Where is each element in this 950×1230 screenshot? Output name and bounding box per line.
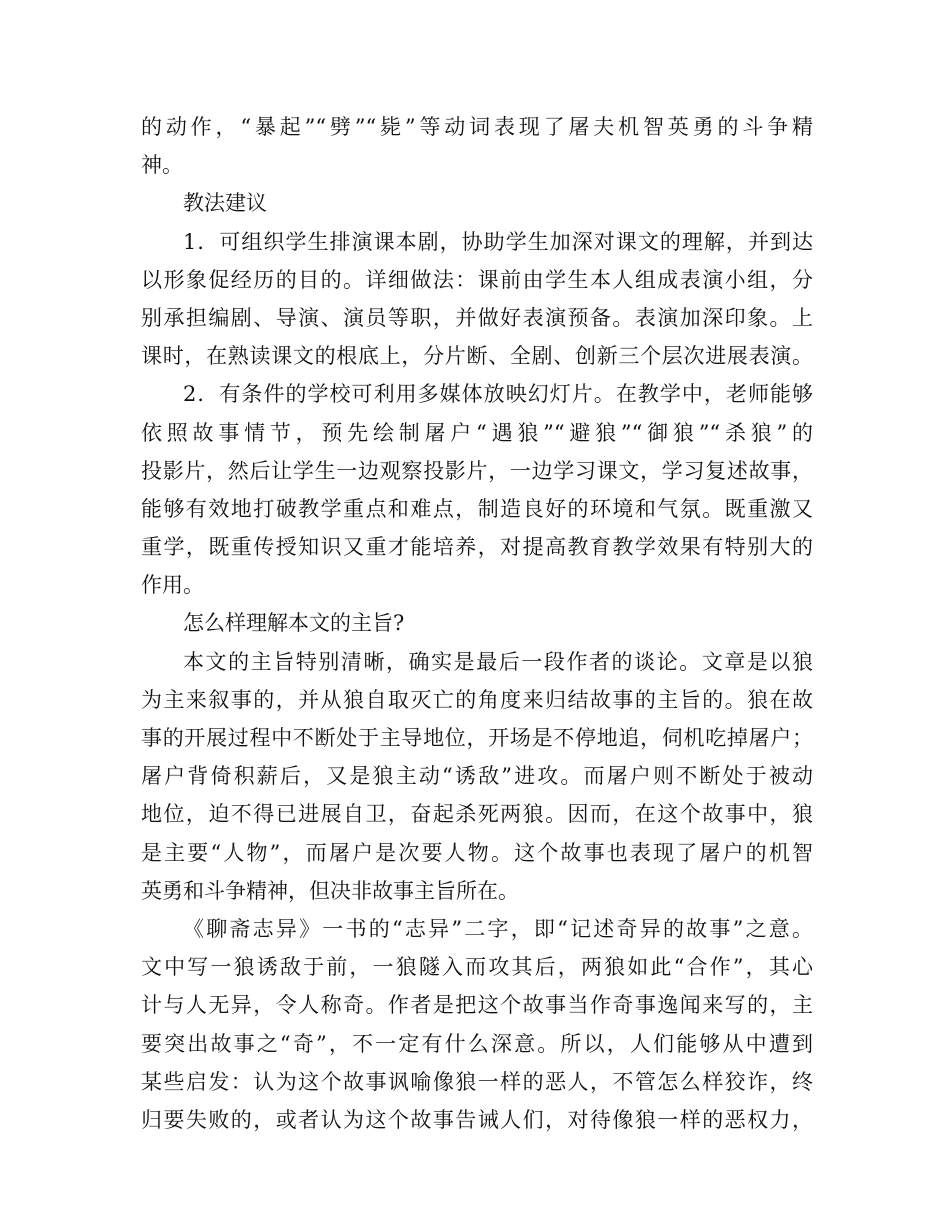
paragraph (141, 910, 813, 1139)
section-heading (141, 184, 813, 222)
paragraph (141, 223, 813, 376)
text-line: 屠户背倚积薪后，又是狼主动“诱敌”进攻。而屠户则不断处于被动 (141, 764, 813, 789)
text-line: 为主来叙事的，并从狼自取灭亡的角度来归结故事的主旨的。狼在故 (141, 687, 813, 712)
text-line: 别承担编剧、导演、演员等职，并做好表演预备。表演加深印象。上 (141, 305, 813, 330)
text-line: 计与人无异，令人称奇。作者是把这个故事当作奇事逸闻来写的，主 (141, 993, 813, 1018)
text-line: 事的开展过程中不断处于主导地位，开场是不停地追，伺机吃掉屠户； (141, 726, 813, 750)
text-line: 依照故事情节，预先绘制屠户“遇狼”“避狼”“御狼”“杀狼”的 (141, 420, 813, 445)
text-line: 某些启发：认为这个故事讽喻像狼一样的恶人，不管怎么样狡诈，终 (141, 1069, 813, 1094)
text-line: 本文的主旨特别清晰，确实是最后一段作者的谈论。文章是以狼 (183, 649, 813, 674)
text-line: 1．可组织学生排演课本剧，协助学生加深对课文的理解，并到达 (183, 229, 813, 254)
paragraph (141, 643, 813, 910)
text-line: 是主要“人物”，而屠户是次要人物。这个故事也表现了屠户的机智 (141, 840, 813, 865)
text-line: 的动作，“暴起”“劈”“毙”等动词表现了屠夫机智英勇的斗争精 (141, 115, 813, 139)
text-line: 投影片，然后让学生一边观察投影片，一边学习课文，学习复述故事， (141, 458, 813, 483)
text-line: 重学，既重传授知识又重才能培养，对提高教育教学效果有特别大的 (141, 535, 813, 560)
text-line: 怎么样理解本文的主旨? (183, 611, 405, 636)
text-line: 要突出故事之“奇”，不一定有什么深意。所以，人们能够从中遭到 (141, 1031, 813, 1056)
text-line: 《聊斋志异》一书的“志异”二字，即“记述奇异的故事”之意。 (183, 916, 813, 941)
text-line: 地位，迫不得已进展自卫，奋起杀死两狼。因而，在这个故事中，狼 (141, 802, 813, 827)
text-line: 作用。 (141, 573, 204, 598)
text-line: 能够有效地打破教学重点和难点，制造良好的环境和气氛。既重激又 (141, 496, 813, 521)
document-body (141, 108, 813, 1139)
text-line: 教法建议 (183, 191, 267, 216)
text-line: 以形象促经历的目的。详细做法：课前由学生本人组成表演小组，分 (141, 267, 813, 292)
section-heading (141, 604, 813, 642)
text-line: 神。 (141, 153, 183, 178)
text-line: 课时，在熟读课文的根底上，分片断、全剧、创新三个层次进展表演。 (141, 344, 813, 369)
text-line: 2．有条件的学校可利用多媒体放映幻灯片。在教学中，老师能够 (183, 382, 813, 407)
text-line: 文中写一狼诱敌于前，一狼隧入而攻其后，两狼如此“合作”，其心 (141, 955, 813, 980)
text-line: 归要失败的，或者认为这个故事告诫人们，对待像狼一样的恶权力， (141, 1107, 813, 1132)
paragraph (141, 108, 813, 184)
text-line: 英勇和斗争精神，但决非故事主旨所在。 (141, 878, 519, 903)
paragraph (141, 375, 813, 604)
